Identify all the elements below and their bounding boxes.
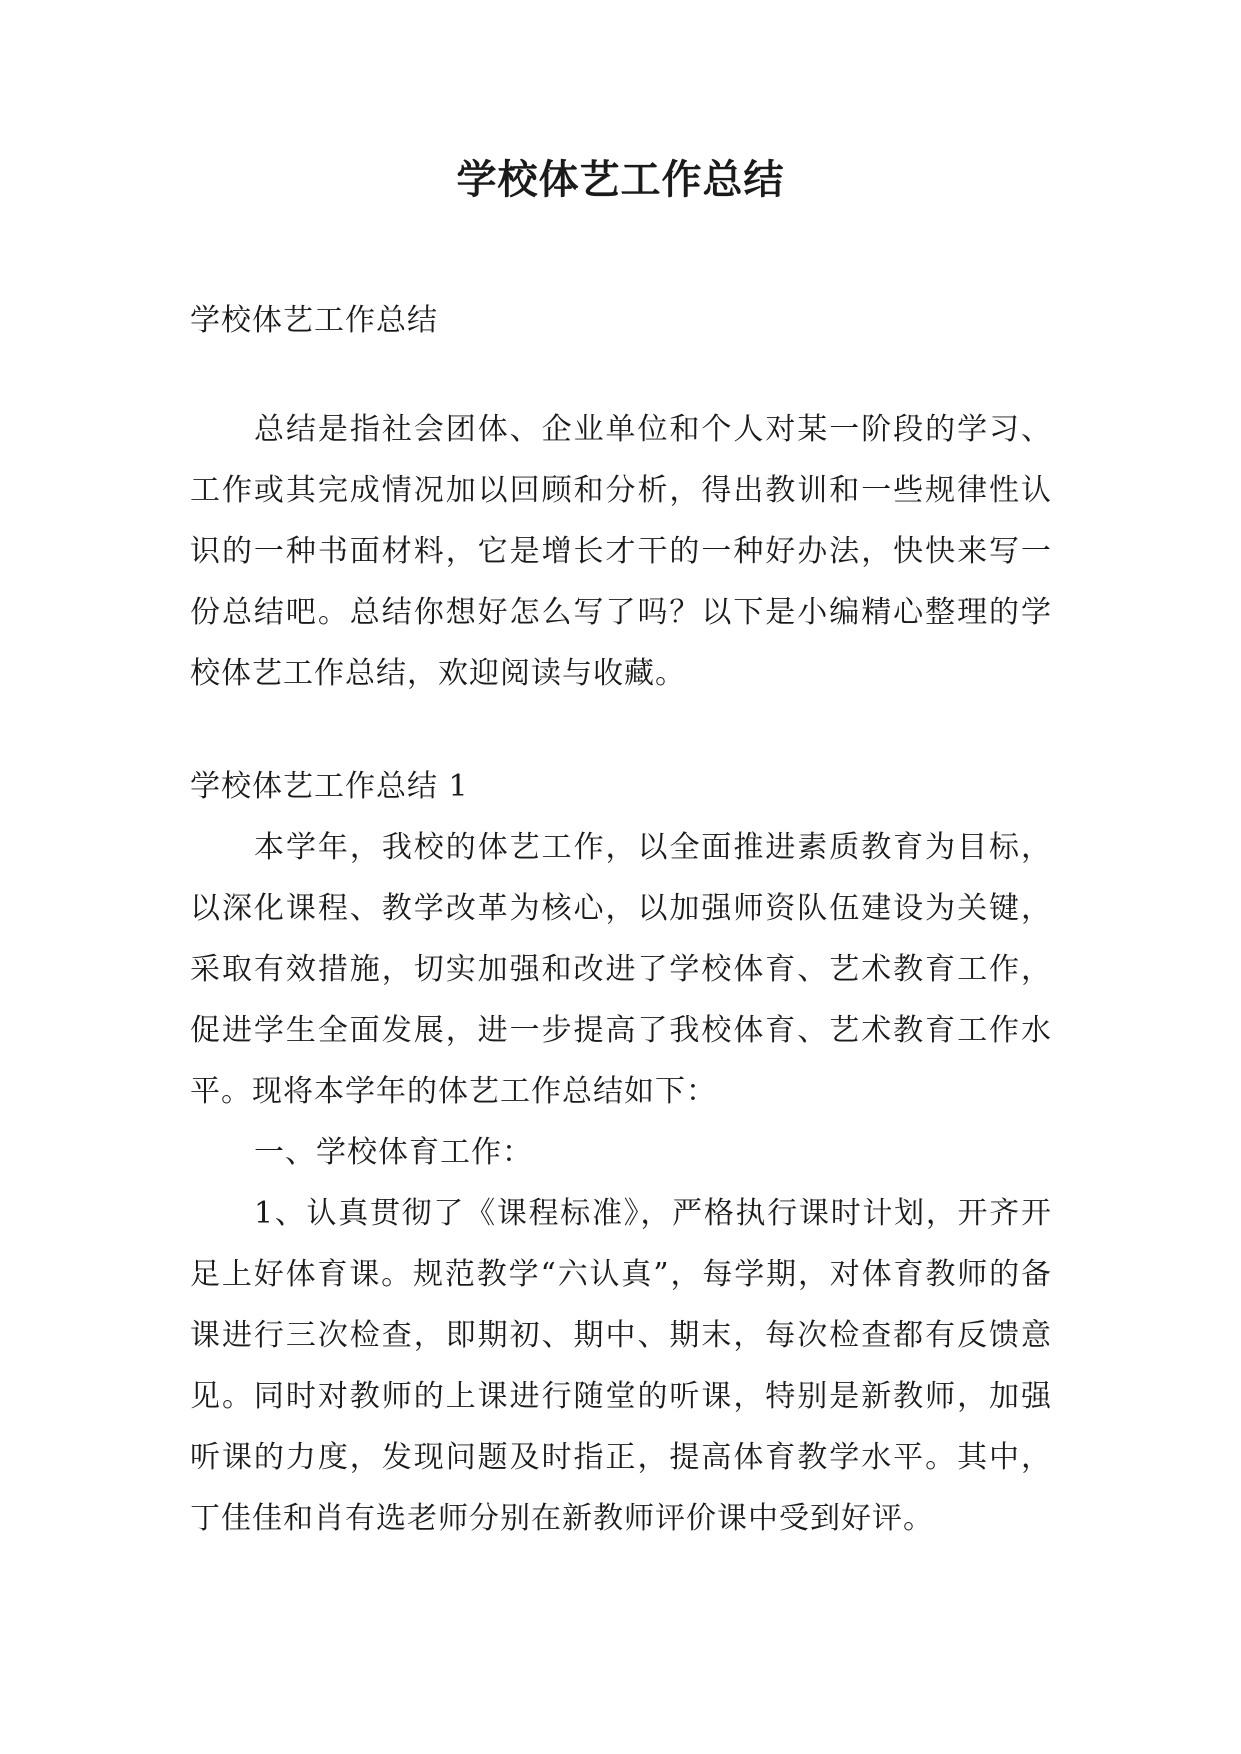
section-heading: 学校体艺工作总结 1 [190, 769, 469, 804]
spacer [190, 351, 1052, 399]
document-subtitle: 学校体艺工作总结 [190, 303, 438, 338]
spacer [190, 704, 1052, 756]
section-subheading: 一、学校体育工作： [254, 1135, 533, 1170]
body-paragraph: 本学年，我校的体艺工作，以全面推进素质教育为目标，以深化课程、教学改革为核心，以加强师资队伍建设为关键，采取有效措施，切实加强和改进了学校体育、艺术教育工作，促进学生全面发展，进一步提高了我校体育、艺术教育工作水平。现将本学年的体艺工作总结如下： [190, 830, 1052, 1109]
document-body [190, 290, 1052, 1549]
document-title: 学校体艺工作总结 [456, 157, 785, 203]
body-paragraph: 1、认真贯彻了《课程标准》，严格执行课时计划，开齐开足上好体育课。规范教学“六认真”，每学期，对体育教师的备课进行三次检查，即期初、期中、期末，每次检查都有反馈意见。同时对教师的上课进行随堂的听课，特别是新教师，加强听课的力度，发现问题及时指正，提高体育教学水平。其中，丁佳佳和肖有选老师分别在新教师评价课中受到好评。 [190, 1196, 1052, 1536]
intro-paragraph: 总结是指社会团体、企业单位和个人对某一阶段的学习、工作或其完成情况加以回顾和分析，得出教训和一些规律性认识的一种书面材料，它是增长才干的一种好办法，快快来写一份总结吧。总结你想好怎么写了吗？以下是小编精心整理的学校体艺工作总结，欢迎阅读与收藏。 [190, 412, 1052, 691]
